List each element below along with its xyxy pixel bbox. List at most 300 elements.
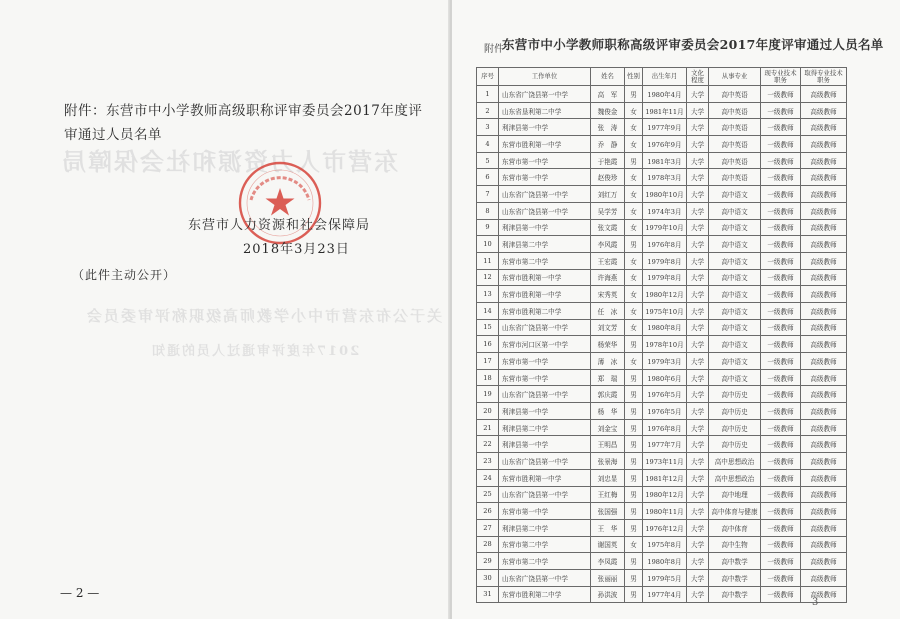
current-title-cell: 一级教师 xyxy=(761,236,801,253)
work-unit-cell: 山东省广饶县第一中学 xyxy=(499,486,591,503)
gender-cell: 女 xyxy=(625,286,643,303)
gender-cell: 男 xyxy=(625,419,643,436)
gender-cell: 女 xyxy=(625,353,643,370)
row-index-cell: 31 xyxy=(477,586,499,603)
table-body xyxy=(477,86,847,603)
column-header: 现专业技术职务 xyxy=(761,68,801,86)
work-unit-cell: 山东省广饶县第一中学 xyxy=(499,569,591,586)
person-name-cell: 任 冰 xyxy=(591,302,625,319)
gender-cell: 女 xyxy=(625,302,643,319)
birth-date-cell: 1980年8月 xyxy=(643,319,687,336)
work-unit-cell: 东营市胜利第一中学 xyxy=(499,269,591,286)
person-name-cell: 刘红万 xyxy=(591,186,625,203)
current-title-cell: 一级教师 xyxy=(761,219,801,236)
person-name-cell: 张文霞 xyxy=(591,219,625,236)
person-name-cell: 吴学芳 xyxy=(591,202,625,219)
education-cell: 大学 xyxy=(687,286,709,303)
work-unit-cell: 山东省广饶县第一中学 xyxy=(499,319,591,336)
work-unit-cell: 利津县第一中学 xyxy=(499,219,591,236)
awarded-title-cell: 高级教师 xyxy=(801,102,847,119)
person-name-cell: 张 涛 xyxy=(591,119,625,136)
row-index-cell: 20 xyxy=(477,403,499,420)
awarded-title-cell: 高级教师 xyxy=(801,553,847,570)
awarded-title-cell: 高级教师 xyxy=(801,569,847,586)
current-title-cell: 一级教师 xyxy=(761,319,801,336)
gender-cell: 男 xyxy=(625,236,643,253)
birth-date-cell: 1973年11月 xyxy=(643,453,687,470)
gender-cell: 女 xyxy=(625,219,643,236)
bleed-through-text: 关于公布东营市中小学教师高级职称评审委员会 xyxy=(85,307,443,325)
table-row xyxy=(477,286,847,303)
table-row xyxy=(477,169,847,186)
person-name-cell: 杨荣华 xyxy=(591,336,625,353)
education-cell: 大学 xyxy=(687,319,709,336)
gender-cell: 女 xyxy=(625,169,643,186)
work-unit-cell: 东营市胜利第一中学 xyxy=(499,286,591,303)
gender-cell: 女 xyxy=(625,536,643,553)
table-row xyxy=(477,469,847,486)
work-unit-cell: 山东省广饶县第一中学 xyxy=(499,86,591,103)
table-row xyxy=(477,102,847,119)
education-cell: 大学 xyxy=(687,302,709,319)
row-index-cell: 21 xyxy=(477,419,499,436)
birth-date-cell: 1978年3月 xyxy=(643,169,687,186)
birth-date-cell: 1980年10月 xyxy=(643,186,687,203)
awarded-title-cell: 高级教师 xyxy=(801,286,847,303)
work-unit-cell: 东营市胜利第二中学 xyxy=(499,302,591,319)
birth-date-cell: 1977年9月 xyxy=(643,119,687,136)
table-row xyxy=(477,152,847,169)
table-row xyxy=(477,302,847,319)
person-name-cell: 高 军 xyxy=(591,86,625,103)
birth-date-cell: 1975年10月 xyxy=(643,302,687,319)
birth-date-cell: 1980年12月 xyxy=(643,486,687,503)
column-header: 出生年月 xyxy=(643,68,687,86)
specialty-cell: 高中体育 xyxy=(709,519,761,536)
awarded-title-cell: 高级教师 xyxy=(801,503,847,520)
row-index-cell: 26 xyxy=(477,503,499,520)
specialty-cell: 高中英语 xyxy=(709,136,761,153)
current-title-cell: 一级教师 xyxy=(761,486,801,503)
bleed-through-text: 2017年度评审通过人员的通知 xyxy=(150,344,360,359)
column-header: 取得专业技术职务 xyxy=(801,68,847,86)
awarded-title-cell: 高级教师 xyxy=(801,252,847,269)
person-name-cell: 王 华 xyxy=(591,519,625,536)
issuer-name: 东营市人力资源和社会保障局 xyxy=(188,218,371,233)
table-row xyxy=(477,86,847,103)
awarded-title-cell: 高级教师 xyxy=(801,519,847,536)
current-title-cell: 一级教师 xyxy=(761,269,801,286)
row-index-cell: 15 xyxy=(477,319,499,336)
row-index-cell: 29 xyxy=(477,553,499,570)
row-index-cell: 12 xyxy=(477,269,499,286)
birth-date-cell: 1979年5月 xyxy=(643,569,687,586)
birth-date-cell: 1977年7月 xyxy=(643,436,687,453)
current-title-cell: 一级教师 xyxy=(761,102,801,119)
specialty-cell: 高中英语 xyxy=(709,152,761,169)
row-index-cell: 25 xyxy=(477,486,499,503)
birth-date-cell: 1976年12月 xyxy=(643,519,687,536)
specialty-cell: 高中英语 xyxy=(709,86,761,103)
current-title-cell: 一级教师 xyxy=(761,419,801,436)
current-title-cell: 一级教师 xyxy=(761,469,801,486)
birth-date-cell: 1977年4月 xyxy=(643,586,687,603)
row-index-cell: 17 xyxy=(477,353,499,370)
column-header: 从事专业 xyxy=(709,68,761,86)
gender-cell: 男 xyxy=(625,486,643,503)
person-name-cell: 魏俊金 xyxy=(591,102,625,119)
gender-cell: 男 xyxy=(625,403,643,420)
person-name-cell: 刘忠显 xyxy=(591,469,625,486)
education-cell: 大学 xyxy=(687,102,709,119)
table-row xyxy=(477,503,847,520)
specialty-cell: 高中体育与健康 xyxy=(709,503,761,520)
birth-date-cell: 1979年8月 xyxy=(643,252,687,269)
person-name-cell: 李凤霞 xyxy=(591,553,625,570)
table-row xyxy=(477,353,847,370)
awarded-title-cell: 高级教师 xyxy=(801,453,847,470)
column-header: 性别 xyxy=(625,68,643,86)
work-unit-cell: 东营市第一中学 xyxy=(499,503,591,520)
table-row xyxy=(477,386,847,403)
birth-date-cell: 1980年4月 xyxy=(643,86,687,103)
birth-date-cell: 1975年8月 xyxy=(643,536,687,553)
row-index-cell: 6 xyxy=(477,169,499,186)
birth-date-cell: 1980年6月 xyxy=(643,369,687,386)
birth-date-cell: 1976年8月 xyxy=(643,419,687,436)
person-name-cell: 于艳霞 xyxy=(591,152,625,169)
gender-cell: 女 xyxy=(625,102,643,119)
work-unit-cell: 山东省广饶县第一中学 xyxy=(499,202,591,219)
gender-cell: 男 xyxy=(625,386,643,403)
table-row xyxy=(477,536,847,553)
specialty-cell: 高中语文 xyxy=(709,236,761,253)
specialty-cell: 高中语文 xyxy=(709,336,761,353)
awarded-title-cell: 高级教师 xyxy=(801,469,847,486)
awarded-title-cell: 高级教师 xyxy=(801,403,847,420)
table-row xyxy=(477,586,847,603)
specialty-cell: 高中英语 xyxy=(709,169,761,186)
education-cell: 大学 xyxy=(687,519,709,536)
work-unit-cell: 山东省垦利第二中学 xyxy=(499,102,591,119)
row-index-cell: 28 xyxy=(477,536,499,553)
work-unit-cell: 利津县第一中学 xyxy=(499,436,591,453)
row-index-cell: 19 xyxy=(477,386,499,403)
person-name-cell: 王明昌 xyxy=(591,436,625,453)
current-title-cell: 一级教师 xyxy=(761,336,801,353)
gender-cell: 女 xyxy=(625,252,643,269)
education-cell: 大学 xyxy=(687,436,709,453)
row-index-cell: 24 xyxy=(477,469,499,486)
row-index-cell: 1 xyxy=(477,86,499,103)
person-name-cell: 王宏霞 xyxy=(591,252,625,269)
awarded-title-cell: 高级教师 xyxy=(801,436,847,453)
awarded-title-cell: 高级教师 xyxy=(801,269,847,286)
specialty-cell: 高中语文 xyxy=(709,302,761,319)
row-index-cell: 11 xyxy=(477,252,499,269)
awarded-title-cell: 高级教师 xyxy=(801,219,847,236)
work-unit-cell: 东营市胜利第一中学 xyxy=(499,136,591,153)
education-cell: 大学 xyxy=(687,586,709,603)
birth-date-cell: 1981年3月 xyxy=(643,152,687,169)
education-cell: 大学 xyxy=(687,486,709,503)
current-title-cell: 一级教师 xyxy=(761,152,801,169)
table-row xyxy=(477,136,847,153)
education-cell: 大学 xyxy=(687,86,709,103)
work-unit-cell: 东营市河口区第一中学 xyxy=(499,336,591,353)
specialty-cell: 高中数学 xyxy=(709,586,761,603)
table-row xyxy=(477,236,847,253)
row-index-cell: 7 xyxy=(477,186,499,203)
current-title-cell: 一级教师 xyxy=(761,369,801,386)
education-cell: 大学 xyxy=(687,252,709,269)
current-title-cell: 一级教师 xyxy=(761,186,801,203)
specialty-cell: 高中语文 xyxy=(709,252,761,269)
current-title-cell: 一级教师 xyxy=(761,536,801,553)
awarded-title-cell: 高级教师 xyxy=(801,302,847,319)
awarded-title-cell: 高级教师 xyxy=(801,353,847,370)
table-row xyxy=(477,336,847,353)
work-unit-cell: 利津县第二中学 xyxy=(499,419,591,436)
work-unit-cell: 东营市第二中学 xyxy=(499,252,591,269)
specialty-cell: 高中英语 xyxy=(709,119,761,136)
education-cell: 大学 xyxy=(687,386,709,403)
table-row xyxy=(477,186,847,203)
awarded-title-cell: 高级教师 xyxy=(801,586,847,603)
education-cell: 大学 xyxy=(687,553,709,570)
row-index-cell: 8 xyxy=(477,202,499,219)
gender-cell: 男 xyxy=(625,152,643,169)
person-name-cell: 刘文芳 xyxy=(591,319,625,336)
person-name-cell: 李风霞 xyxy=(591,236,625,253)
person-name-cell: 乔 静 xyxy=(591,136,625,153)
work-unit-cell: 东营市第一中学 xyxy=(499,152,591,169)
issue-date: 2018年3月23日 xyxy=(243,242,350,257)
specialty-cell: 高中语文 xyxy=(709,269,761,286)
current-title-cell: 一级教师 xyxy=(761,169,801,186)
roster-table xyxy=(476,67,847,603)
specialty-cell: 高中历史 xyxy=(709,436,761,453)
education-cell: 大学 xyxy=(687,336,709,353)
birth-date-cell: 1980年12月 xyxy=(643,286,687,303)
table-row xyxy=(477,319,847,336)
table-row xyxy=(477,252,847,269)
gender-cell: 男 xyxy=(625,86,643,103)
current-title-cell: 一级教师 xyxy=(761,286,801,303)
disclosure-note: （此件主动公开） xyxy=(72,268,177,282)
gender-cell: 男 xyxy=(625,436,643,453)
current-title-cell: 一级教师 xyxy=(761,302,801,319)
column-header: 文化程度 xyxy=(687,68,709,86)
column-header: 工作单位 xyxy=(499,68,591,86)
table-row xyxy=(477,269,847,286)
gender-cell: 女 xyxy=(625,119,643,136)
table-row xyxy=(477,419,847,436)
row-index-cell: 30 xyxy=(477,569,499,586)
gender-cell: 女 xyxy=(625,186,643,203)
awarded-title-cell: 高级教师 xyxy=(801,486,847,503)
work-unit-cell: 山东省广饶县第一中学 xyxy=(499,386,591,403)
current-title-cell: 一级教师 xyxy=(761,436,801,453)
birth-date-cell: 1976年5月 xyxy=(643,403,687,420)
column-header: 姓名 xyxy=(591,68,625,86)
table-row xyxy=(477,119,847,136)
birth-date-cell: 1981年12月 xyxy=(643,469,687,486)
gender-cell: 男 xyxy=(625,336,643,353)
row-index-cell: 18 xyxy=(477,369,499,386)
education-cell: 大学 xyxy=(687,536,709,553)
awarded-title-cell: 高级教师 xyxy=(801,336,847,353)
education-cell: 大学 xyxy=(687,353,709,370)
education-cell: 大学 xyxy=(687,169,709,186)
person-name-cell: 郭庆霞 xyxy=(591,386,625,403)
awarded-title-cell: 高级教师 xyxy=(801,169,847,186)
official-seal xyxy=(237,160,323,246)
row-index-cell: 22 xyxy=(477,436,499,453)
work-unit-cell: 利津县第二中学 xyxy=(499,236,591,253)
current-title-cell: 一级教师 xyxy=(761,453,801,470)
row-index-cell: 10 xyxy=(477,236,499,253)
current-title-cell: 一级教师 xyxy=(761,553,801,570)
row-index-cell: 23 xyxy=(477,453,499,470)
specialty-cell: 高中历史 xyxy=(709,419,761,436)
education-cell: 大学 xyxy=(687,152,709,169)
table-row xyxy=(477,369,847,386)
person-name-cell: 宋秀英 xyxy=(591,286,625,303)
specialty-cell: 高中数学 xyxy=(709,569,761,586)
awarded-title-cell: 高级教师 xyxy=(801,369,847,386)
work-unit-cell: 山东省广饶县第一中学 xyxy=(499,186,591,203)
page-number-right: 3 xyxy=(812,597,819,608)
work-unit-cell: 利津县第一中学 xyxy=(499,119,591,136)
specialty-cell: 高中语文 xyxy=(709,353,761,370)
specialty-cell: 高中语文 xyxy=(709,319,761,336)
current-title-cell: 一级教师 xyxy=(761,86,801,103)
education-cell: 大学 xyxy=(687,569,709,586)
awarded-title-cell: 高级教师 xyxy=(801,119,847,136)
education-cell: 大学 xyxy=(687,186,709,203)
work-unit-cell: 东营市第二中学 xyxy=(499,536,591,553)
row-index-cell: 13 xyxy=(477,286,499,303)
table-row xyxy=(477,486,847,503)
person-name-cell: 刘金宝 xyxy=(591,419,625,436)
person-name-cell: 孙洪波 xyxy=(591,586,625,603)
row-index-cell: 3 xyxy=(477,119,499,136)
education-cell: 大学 xyxy=(687,269,709,286)
work-unit-cell: 东营市第一中学 xyxy=(499,353,591,370)
current-title-cell: 一级教师 xyxy=(761,569,801,586)
awarded-title-cell: 高级教师 xyxy=(801,152,847,169)
gender-cell: 男 xyxy=(625,453,643,470)
birth-date-cell: 1979年3月 xyxy=(643,353,687,370)
awarded-title-cell: 高级教师 xyxy=(801,236,847,253)
work-unit-cell: 利津县第一中学 xyxy=(499,403,591,420)
birth-date-cell: 1981年11月 xyxy=(643,102,687,119)
row-index-cell: 9 xyxy=(477,219,499,236)
gender-cell: 女 xyxy=(625,269,643,286)
table-row xyxy=(477,403,847,420)
bleed-through-text: 东营市人力资源和社会保障局 xyxy=(60,147,398,176)
awarded-title-cell: 高级教师 xyxy=(801,136,847,153)
table-row xyxy=(477,219,847,236)
birth-date-cell: 1979年10月 xyxy=(643,219,687,236)
current-title-cell: 一级教师 xyxy=(761,353,801,370)
gender-cell: 男 xyxy=(625,519,643,536)
specialty-cell: 高中历史 xyxy=(709,403,761,420)
current-title-cell: 一级教师 xyxy=(761,403,801,420)
awarded-title-cell: 高级教师 xyxy=(801,319,847,336)
education-cell: 大学 xyxy=(687,469,709,486)
work-unit-cell: 东营市第二中学 xyxy=(499,553,591,570)
specialty-cell: 高中思想政治 xyxy=(709,453,761,470)
gender-cell: 女 xyxy=(625,319,643,336)
specialty-cell: 高中数学 xyxy=(709,553,761,570)
education-cell: 大学 xyxy=(687,136,709,153)
gender-cell: 男 xyxy=(625,586,643,603)
specialty-cell: 高中语文 xyxy=(709,219,761,236)
row-index-cell: 27 xyxy=(477,519,499,536)
gender-cell: 男 xyxy=(625,369,643,386)
work-unit-cell: 东营市第一中学 xyxy=(499,169,591,186)
current-title-cell: 一级教师 xyxy=(761,252,801,269)
specialty-cell: 高中语文 xyxy=(709,186,761,203)
person-name-cell: 赵俊珍 xyxy=(591,169,625,186)
birth-date-cell: 1974年3月 xyxy=(643,202,687,219)
education-cell: 大学 xyxy=(687,419,709,436)
current-title-cell: 一级教师 xyxy=(761,503,801,520)
specialty-cell: 高中语文 xyxy=(709,286,761,303)
person-name-cell: 张丽丽 xyxy=(591,569,625,586)
person-name-cell: 谢国英 xyxy=(591,536,625,553)
table-header-row xyxy=(477,68,847,86)
education-cell: 大学 xyxy=(687,369,709,386)
education-cell: 大学 xyxy=(687,503,709,520)
row-index-cell: 5 xyxy=(477,152,499,169)
table-title: 东营市中小学教师职称高级评审委员会2017年度评审通过人员名单 xyxy=(502,37,884,52)
awarded-title-cell: 高级教师 xyxy=(801,186,847,203)
table-row xyxy=(477,202,847,219)
gender-cell: 男 xyxy=(625,503,643,520)
current-title-cell: 一级教师 xyxy=(761,136,801,153)
person-name-cell: 薄 冰 xyxy=(591,353,625,370)
birth-date-cell: 1979年8月 xyxy=(643,269,687,286)
specialty-cell: 高中英语 xyxy=(709,102,761,119)
current-title-cell: 一级教师 xyxy=(761,202,801,219)
gender-cell: 男 xyxy=(625,553,643,570)
gender-cell: 女 xyxy=(625,136,643,153)
awarded-title-cell: 高级教师 xyxy=(801,202,847,219)
table-row xyxy=(477,569,847,586)
specialty-cell: 高中语文 xyxy=(709,369,761,386)
person-name-cell: 王红梅 xyxy=(591,486,625,503)
work-unit-cell: 东营市胜利第二中学 xyxy=(499,586,591,603)
work-unit-cell: 利津县第二中学 xyxy=(499,519,591,536)
person-name-cell: 杨 华 xyxy=(591,403,625,420)
specialty-cell: 高中思想政治 xyxy=(709,469,761,486)
birth-date-cell: 1980年11月 xyxy=(643,503,687,520)
work-unit-cell: 东营市胜利第一中学 xyxy=(499,469,591,486)
education-cell: 大学 xyxy=(687,403,709,420)
person-name-cell: 郑 瑞 xyxy=(591,369,625,386)
education-cell: 大学 xyxy=(687,119,709,136)
awarded-title-cell: 高级教师 xyxy=(801,386,847,403)
education-cell: 大学 xyxy=(687,202,709,219)
work-unit-cell: 东营市第一中学 xyxy=(499,369,591,386)
person-name-cell: 张国强 xyxy=(591,503,625,520)
row-index-cell: 4 xyxy=(477,136,499,153)
table-row xyxy=(477,453,847,470)
specialty-cell: 高中地理 xyxy=(709,486,761,503)
